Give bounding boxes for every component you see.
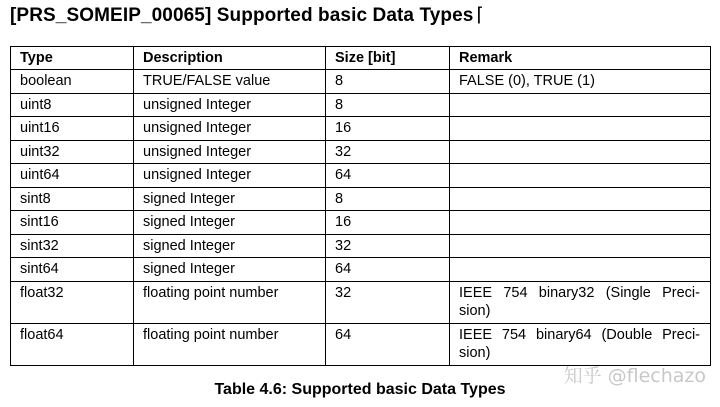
table-row bbox=[11, 70, 711, 94]
description-cell: signed Integer bbox=[134, 234, 326, 258]
size-cell: 64 bbox=[326, 323, 450, 365]
table-row bbox=[11, 187, 711, 211]
column-header-type: Type bbox=[11, 47, 134, 70]
description-cell: unsigned Integer bbox=[134, 164, 326, 188]
table-row bbox=[11, 234, 711, 258]
table-row bbox=[11, 211, 711, 235]
size-cell: 8 bbox=[326, 70, 450, 94]
description-cell: signed Integer bbox=[134, 258, 326, 282]
table-row bbox=[11, 117, 711, 141]
type-cell: uint16 bbox=[11, 117, 134, 141]
remark-cell bbox=[450, 187, 711, 211]
type-cell: sint16 bbox=[11, 211, 134, 235]
column-header-size: Size [bit] bbox=[326, 47, 450, 70]
watermark: 知乎 @flechazo bbox=[563, 365, 706, 387]
type-cell: float32 bbox=[11, 281, 134, 323]
table-row bbox=[11, 258, 711, 282]
type-cell: sint8 bbox=[11, 187, 134, 211]
column-header-remark: Remark bbox=[450, 47, 711, 70]
column-header-description: Description bbox=[134, 47, 326, 70]
data-types-table bbox=[10, 46, 711, 366]
description-cell: signed Integer bbox=[134, 211, 326, 235]
description-cell: unsigned Integer bbox=[134, 93, 326, 117]
remark-cell bbox=[450, 117, 711, 141]
size-cell: 16 bbox=[326, 211, 450, 235]
remark-cell: IEEE 754 binary64 (Double Preci-sion) bbox=[450, 323, 711, 365]
table-row bbox=[11, 93, 711, 117]
remark-cell bbox=[450, 258, 711, 282]
size-cell: 32 bbox=[326, 281, 450, 323]
description-cell: signed Integer bbox=[134, 187, 326, 211]
size-cell: 16 bbox=[326, 117, 450, 141]
table-row bbox=[11, 140, 711, 164]
table-caption-text: Table 4.6: Supported basic Data Types bbox=[214, 381, 506, 398]
size-cell: 64 bbox=[326, 164, 450, 188]
description-cell: floating point number bbox=[134, 281, 326, 323]
size-cell: 8 bbox=[326, 93, 450, 117]
requirement-heading bbox=[10, 4, 484, 27]
requirement-open-bracket: ⌈ bbox=[476, 4, 484, 26]
description-cell: unsigned Integer bbox=[134, 140, 326, 164]
type-cell: uint32 bbox=[11, 140, 134, 164]
table-row bbox=[11, 323, 711, 365]
requirement-title: [PRS_SOMEIP_00065] Supported basic Data Types bbox=[10, 5, 474, 26]
description-cell: floating point number bbox=[134, 323, 326, 365]
type-cell: uint8 bbox=[11, 93, 134, 117]
remark-cell bbox=[450, 140, 711, 164]
remark-cell: IEEE 754 binary32 (Single Preci-sion) bbox=[450, 281, 711, 323]
size-cell: 64 bbox=[326, 258, 450, 282]
description-cell: TRUE/FALSE value bbox=[134, 70, 326, 94]
table-header-row bbox=[11, 47, 711, 70]
size-cell: 8 bbox=[326, 187, 450, 211]
remark-cell: FALSE (0), TRUE (1) bbox=[450, 70, 711, 94]
remark-cell bbox=[450, 164, 711, 188]
type-cell: uint64 bbox=[11, 164, 134, 188]
size-cell: 32 bbox=[326, 140, 450, 164]
type-cell: sint32 bbox=[11, 234, 134, 258]
description-cell: unsigned Integer bbox=[134, 117, 326, 141]
table-row bbox=[11, 164, 711, 188]
type-cell: sint64 bbox=[11, 258, 134, 282]
remark-cell bbox=[450, 211, 711, 235]
remark-cell bbox=[450, 93, 711, 117]
type-cell: float64 bbox=[11, 323, 134, 365]
table-row bbox=[11, 281, 711, 323]
type-cell: boolean bbox=[11, 70, 134, 94]
remark-cell bbox=[450, 234, 711, 258]
size-cell: 32 bbox=[326, 234, 450, 258]
